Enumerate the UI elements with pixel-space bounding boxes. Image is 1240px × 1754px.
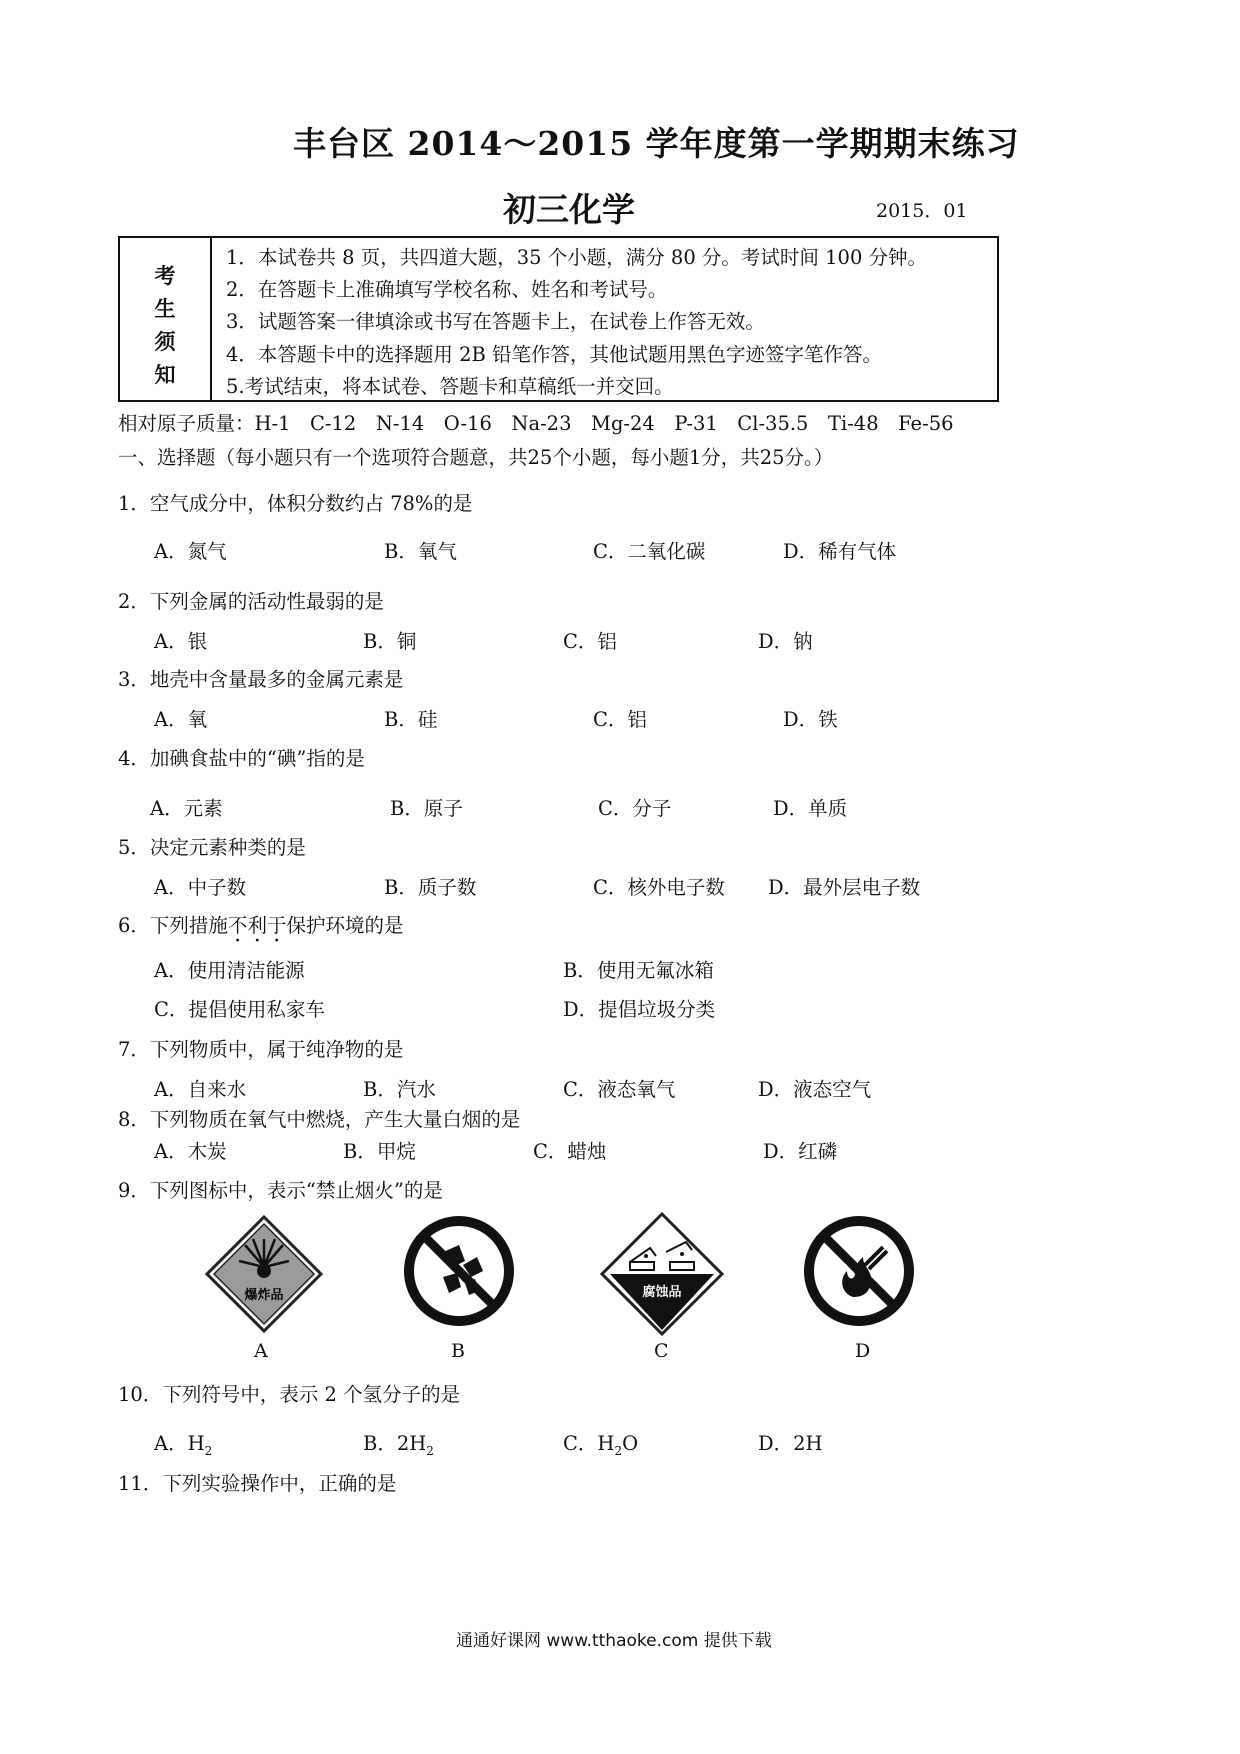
atomic-masses: 相对原子质量：H-1 C-12 N-14 O-16 Na-23 Mg-24 P-31 Cl-35.5 Ti-48 Fe-56: [118, 412, 954, 435]
question-stem: 8．下列物质在氧气中燃烧，产生大量白烟的是: [118, 1108, 521, 1131]
formula-subscript: 2: [614, 1443, 623, 1458]
option-a: A．木炭: [154, 1140, 227, 1163]
option-a: A．氧: [154, 708, 208, 731]
notice-side-char: 生: [154, 296, 176, 321]
option-d: D．铁: [783, 708, 838, 731]
emphasis-char: 利: [247, 914, 267, 937]
question-stem: 4．加碘食盐中的“碘”指的是: [118, 747, 365, 770]
notice-side-label: [120, 238, 212, 400]
notice-line: 4．本答题卡中的选择题用 2B 铅笔作答，其他试题用黑色字迹签字笔作答。: [226, 343, 883, 366]
sign-label: A: [254, 1340, 268, 1362]
question-stem: 1．空气成分中，体积分数约占 78%的是: [118, 492, 473, 515]
sign-label: D: [855, 1340, 871, 1362]
option-d: [758, 1428, 823, 1458]
option-b: B．汽水: [363, 1078, 436, 1101]
option-c: [563, 1428, 638, 1458]
question-stem: 7．下列物质中，属于纯净物的是: [118, 1038, 404, 1061]
question-stem: 5．决定元素种类的是: [118, 836, 306, 859]
exam-date: 2015．01: [876, 200, 968, 222]
option-b: B．使用无氟冰箱: [563, 959, 714, 982]
option-b: B．铜: [363, 630, 417, 653]
option-a: A．银: [154, 630, 208, 653]
option-d: D．液态空气: [758, 1078, 872, 1101]
option-c: C．二氧化碳: [593, 540, 706, 563]
question-stem: 2．下列金属的活动性最弱的是: [118, 590, 384, 613]
formula-main: B．2H: [363, 1432, 427, 1455]
no-burning-sign-icon: [403, 1215, 515, 1327]
option-c: C．液态氧气: [563, 1078, 676, 1101]
formula-subscript: 2: [426, 1443, 434, 1458]
option-b: B．氧气: [384, 540, 457, 563]
corrosive-sign-icon: [600, 1212, 724, 1336]
formula-main: A．H: [154, 1432, 205, 1455]
sign-label: C: [654, 1340, 669, 1362]
notice-side-char: 须: [154, 329, 176, 354]
option-a: A．氮气: [154, 540, 227, 563]
option-c: C．铝: [563, 630, 617, 653]
option-d: D．提倡垃圾分类: [563, 998, 716, 1021]
option-b: B．质子数: [384, 876, 477, 899]
option-d: D．红磷: [763, 1140, 838, 1163]
page-title: 丰台区 2014～2015 学年度第一学期期末练习: [293, 124, 1020, 163]
stem-part: 保护环境的是: [286, 914, 404, 937]
section-heading: 一、选择题（每小题只有一个选项符合题意，共25个小题，每小题1分，共25分。）: [118, 446, 834, 469]
option-a: A．自来水: [154, 1078, 247, 1101]
formula-subscript: 2: [204, 1443, 213, 1458]
option-d: D．最外层电子数: [768, 876, 921, 899]
page-subtitle: 初三化学: [503, 190, 635, 229]
notice-line: 2．在答题卡上准确填写学校名称、姓名和考试号。: [226, 278, 668, 301]
sign-text: 腐蚀品: [642, 1285, 682, 1300]
notice-line: 5.考试结束，将本试卷、答题卡和草稿纸一并交回。: [226, 375, 674, 398]
option-a: A．中子数: [154, 876, 247, 899]
option-b: B．硅: [384, 708, 438, 731]
option-c: C．提倡使用私家车: [154, 998, 325, 1021]
question-stem: 11．下列实验操作中，正确的是: [118, 1472, 397, 1495]
formula-main: D．2H: [758, 1432, 823, 1455]
option-a: [154, 1428, 212, 1458]
option-d: D．单质: [773, 797, 848, 820]
question-stem: 9．下列图标中，表示“禁止烟火”的是: [118, 1179, 443, 1202]
option-c: C．蜡烛: [533, 1140, 607, 1163]
option-b: B．原子: [390, 797, 463, 820]
notice-box: [118, 236, 999, 402]
notice-line: 3．试题答案一律填涂或书写在答题卡上，在试卷上作答无效。: [226, 310, 765, 333]
footer-credit: 通通好课网 www.tthaoke.com 提供下载: [456, 1631, 772, 1651]
notice-line: 1．本试卷共 8 页，共四道大题，35 个小题，满分 80 分。考试时间 100 分钟。: [226, 246, 928, 269]
option-a: A．元素: [150, 797, 223, 820]
notice-side-char: 考: [154, 263, 176, 288]
no-fire-sign-icon: [803, 1215, 915, 1327]
emphasis-char: 不: [227, 914, 248, 937]
option-b: [363, 1428, 434, 1458]
option-c: C．铝: [593, 708, 647, 731]
option-c: C．核外电子数: [593, 876, 725, 899]
question-stem: 3．地壳中含量最多的金属元素是: [118, 668, 404, 691]
question-stem: 10．下列符号中，表示 2 个氢分子的是: [118, 1383, 461, 1406]
option-c: C．分子: [598, 797, 672, 820]
sign-text: 爆炸品: [244, 1288, 284, 1303]
sign-label: B: [451, 1340, 465, 1362]
option-d: D．钠: [758, 630, 813, 653]
explosive-sign-icon: [205, 1215, 323, 1333]
emphasis-char: 于: [266, 914, 287, 937]
option-b: B．甲烷: [343, 1140, 416, 1163]
formula-tail: O: [622, 1432, 639, 1455]
stem-part: 6．下列措施: [118, 914, 228, 937]
notice-side-char: 知: [154, 362, 176, 387]
option-a: A．使用清洁能源: [154, 959, 305, 982]
option-d: D．稀有气体: [783, 540, 897, 563]
question-stem: [118, 910, 403, 938]
formula-main: C．H: [563, 1432, 615, 1455]
